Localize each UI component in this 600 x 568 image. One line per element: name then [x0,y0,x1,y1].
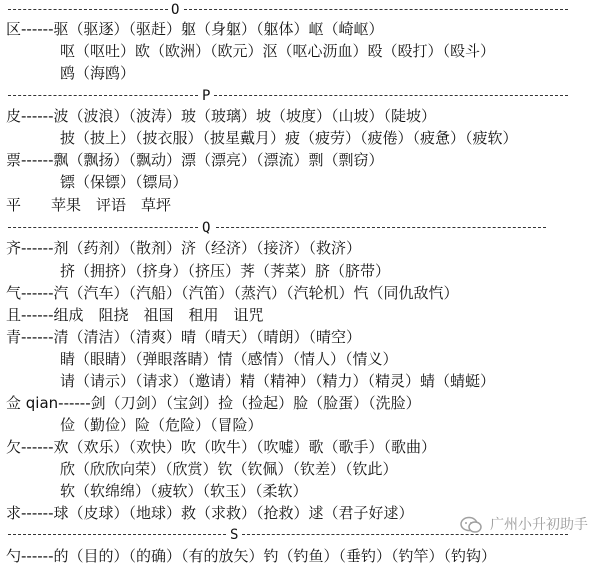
text-line: 区------驱（驱逐）（驱赶）躯（身躯）（躯体）岖（崎岖） [6,20,384,38]
section-letter-s: S [230,527,239,543]
text-line: 气------汽（汽车）（汽船）（汽笛）（蒸汽）（汽轮机）忾（同仇敌忾） [6,284,459,302]
text-line: 俭（勤俭）险（危险）（冒险） [60,416,263,434]
text-line: 请（请示）（请求）（邀请）精（精神）（精力）（精灵）蜻（蜻蜓） [60,372,496,390]
text-line: 齐------剂（药剂）（散剂）济（经济）（接济）（救济） [6,239,361,257]
text-line: 披（披上）（披衣服）（披星戴月）疲（疲劳）（疲倦）（疲惫）（疲软） [60,129,518,147]
text-line: 青------清（清洁）（清爽）晴（晴天）（晴朗）（晴空） [6,328,361,346]
section-separator-q [8,218,568,238]
text-line: 鸥（海鸥） [60,64,136,82]
text-line: 皮------波（波浪）（波涛）玻（玻璃）坡（坡度）（山坡）（陡坡） [6,107,436,125]
text-line: 佥 qian------剑（刀剑）（宝剑）捡（捡起）脸（脸蛋）（洗脸） [6,394,421,412]
text-line: 镖（保镖）（镖局） [60,173,188,191]
text-line: 平 苹果 评语 草坪 [6,196,172,214]
text-line: 欠------欢（欢乐）（欢快）吹（吹牛）（吹嘘）歌（歌手）（歌曲） [6,438,436,456]
text-line: 勺------的（目的）（的确）（有的放矢）钓（钓鱼）（垂钓）（钓竿）（钓钩） [6,547,496,565]
text-line: 呕（呕吐）欧（欧洲）（欧元）沤（呕心沥血）殴（殴打）（殴斗） [60,42,496,60]
text-line: 且------组成 阻挠 祖国 租用 诅咒 [6,306,264,324]
text-line: 求------球（皮球）（地球）救（求救）（抢救）逑（君子好逑） [6,504,414,522]
text-line: 睛（眼睛）（弹眼落睛）情（感情）（情人）（情义） [60,350,398,368]
text-line: 票------飘（飘扬）（飘动）漂（漂亮）（漂流）剽（剽窃） [6,151,384,169]
text-line: 软（软绵绵）（疲软）（软玉）（柔软） [60,482,308,500]
section-letter-p: P [202,88,211,104]
section-separator-o [8,0,568,20]
text-line: 挤（拥挤）（挤身）（挤压）荠（荠菜）脐（脐带） [60,262,391,280]
wechat-logo-icon [460,516,482,534]
watermark-text: 广州小升初助手 [490,517,588,533]
watermark [460,514,588,534]
text-line: 欣（欣欣向荣）（欣赏）钦（钦佩）（钦差）（钦此） [60,460,398,478]
section-letter-q: Q [202,220,211,236]
section-separator-p [8,86,568,106]
section-letter-o: O [171,2,180,18]
